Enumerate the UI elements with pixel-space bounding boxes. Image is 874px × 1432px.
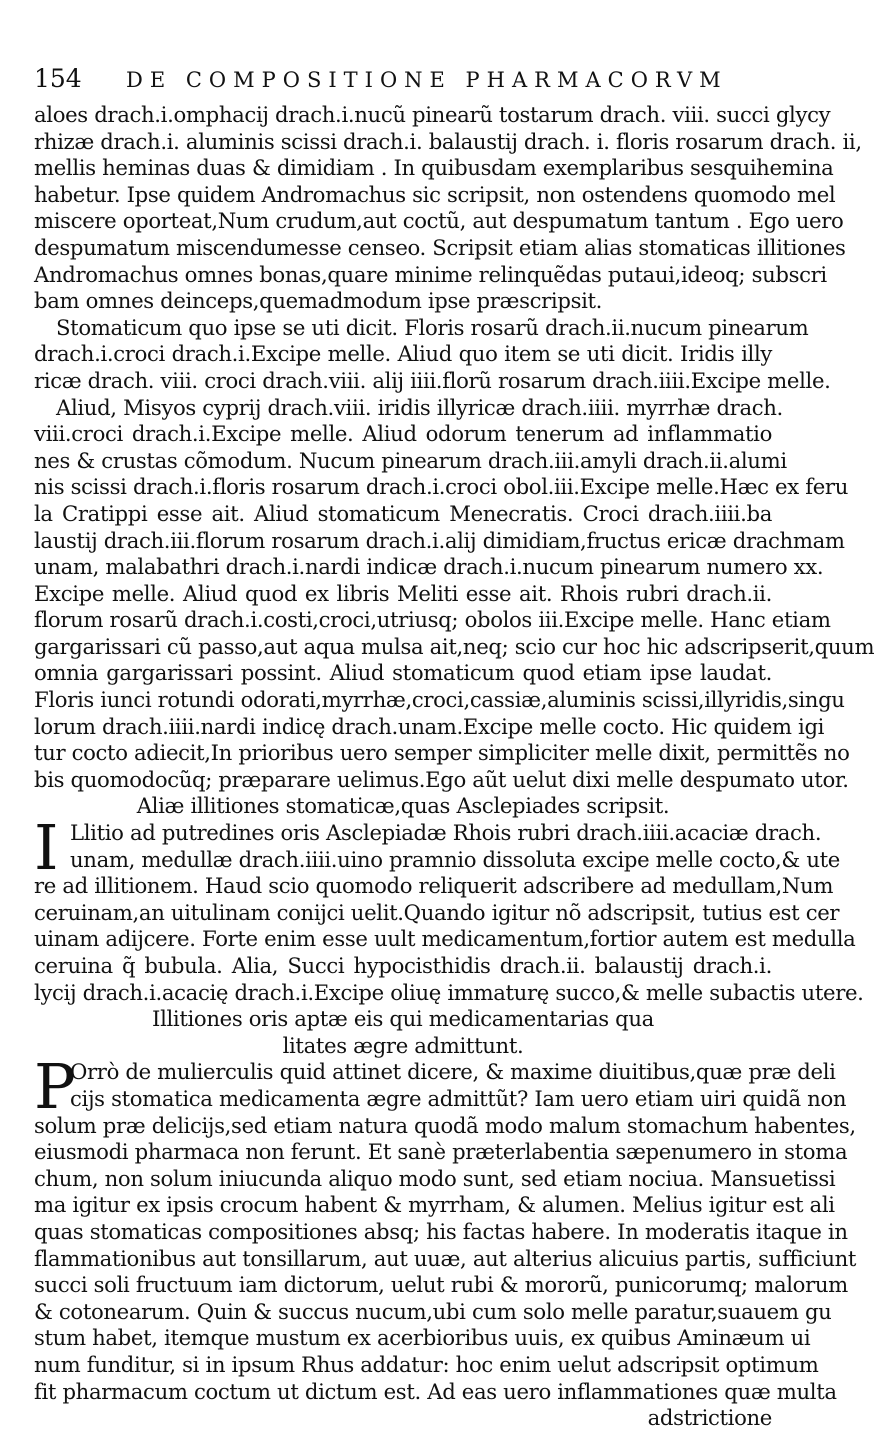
- text-line: nis scissi drach.i.floris rosarum drach.i.croci obol.iii.Excipe melle.Hæc ex feru: [34, 474, 848, 500]
- text-line: num funditur, si in ipsum Rhus addatur: hoc enim uelut adscripsit optimum: [34, 1351, 819, 1377]
- text-line: miscere oporteat,Num crudum,aut coctũ, aut despumatum tantum . Ego uero: [34, 208, 844, 234]
- text-line: mellis heminas duas & dimidiam . In quibusdam exemplaribus sesquihemina: [34, 155, 834, 181]
- text-line: & cotonearum. Quin & succus nucum,ubi cum solo melle paratur,suauem gu: [34, 1298, 832, 1324]
- text-line: solum præ delicijs,sed etiam natura quodã modo malum stomachum habentes,: [34, 1112, 856, 1138]
- text-line: Floris iunci rotundi odorati,myrrhæ,croci,cassiæ,aluminis scissi,illyridis,singu: [34, 687, 845, 713]
- text-line: lorum drach.iiii.nardi indicę drach.unam.Excipe melle cocto. Hic quidem igi: [34, 713, 825, 739]
- text-line: Aliud, Misyos cyprij drach.viii. iridis illyricæ drach.iiii. myrrhæ drach.: [56, 394, 783, 420]
- text-line: drach.i.croci drach.i.Excipe melle. Aliud quo item se uti dicit. Iridis illy: [34, 341, 772, 367]
- text-line: quas stomaticas compositiones absq; his factas habere. In moderatis itaque in: [34, 1218, 848, 1244]
- text-line: ma igitur ex ipsis crocum habent & myrrham, & alumen. Melius igitur est ali: [34, 1192, 835, 1218]
- text-line: fit pharmacum coctum ut dictum est. Ad eas uero inflammationes quæ multa: [34, 1378, 837, 1404]
- text-line: despumatum miscendumesse censeo. Scripsit etiam alias stomaticas illitiones: [34, 234, 846, 260]
- running-title: DE COMPOSITIONE PHARMACORVM: [126, 68, 728, 92]
- catchword: adstrictione: [647, 1405, 772, 1431]
- text-line: omnia gargarissari possint. Aliud stomaticum quod etiam ipse laudat.: [34, 660, 772, 686]
- text-line: Andromachus omnes bonas,quare minime relinquẽdas putaui,ideoq; subscri: [34, 261, 827, 287]
- paragraph-illitio: [34, 811, 864, 1006]
- text-line: re ad illitionem. Haud scio quomodo reliquerit adscribere ad medullam,Num: [34, 873, 834, 899]
- text-line: eiusmodi pharmaca non ferunt. Et sanè præterlabentia sæpenumero in stoma: [34, 1139, 848, 1165]
- text-line: ricæ drach. viii. croci drach.viii. alij iiii.florũ rosarum drach.iiii.Excipe melle.: [34, 367, 831, 393]
- text-line: chum, non solum iniucunda aliquo modo sunt, sed etiam nociua. Mansuetissi: [34, 1165, 836, 1191]
- text-line: stum habet, itemque mustum ex acerbioribus uuis, ex quibus Aminæum ui: [34, 1325, 811, 1351]
- text-line: rhizæ drach.i. aluminis scissi drach.i. balaustij drach. i. floris rosarum drach. ii,: [34, 128, 862, 154]
- text-line: florum rosarũ drach.i.costi,croci,utriusq; obolos iii.Excipe melle. Hanc etiam: [34, 607, 831, 633]
- text-line: la Cratippi esse ait. Aliud stomaticum Menecratis. Croci drach.iiii.ba: [34, 500, 772, 526]
- page-body: [34, 102, 874, 1432]
- text-line: gargarissari cũ passo,aut aqua mulsa ait,neq; scio cur hoc hic adscripserit,quum: [34, 633, 874, 659]
- section-heading-asclepiades: Aliæ illitiones stomaticæ,quas Asclepiades scripsit.: [136, 793, 670, 819]
- section-heading-oris: [34, 1006, 772, 1059]
- heading-line: litates ægre admittunt.: [282, 1032, 524, 1058]
- page-number: 154: [34, 64, 82, 93]
- paragraph-porro: [34, 1050, 857, 1405]
- text-line: bam omnes deinceps,quemadmodum ipse præscripsit.: [34, 288, 603, 314]
- page-header: [34, 62, 772, 102]
- text-line: lycij drach.i.acacię drach.i.Excipe oliuę immaturę succo,& melle subactis utere.: [34, 979, 864, 1005]
- paragraph-stomatica-recipes: [34, 314, 874, 794]
- text-line: laustij drach.iii.florum rosarum drach.i.alij dimidiam,fructus ericæ drachmam: [34, 527, 845, 553]
- text-line: succi soli fructuum iam dictorum, uelut rubi & mororũ, punicorumq; malorum: [34, 1272, 848, 1298]
- text-line: uinam adijcere. Forte enim esse uult medicamentum,fortior autem est medulla: [34, 926, 856, 952]
- text-line: unam, malabathri drach.i.nardi indicæ drach.i.nucum pinearum numero xx.: [34, 554, 824, 580]
- text-line: ceruina q̃ bubula. Alia, Succi hypocisthidis drach.ii. balaustij drach.i.: [34, 953, 772, 978]
- text-line: aloes drach.i.omphacij drach.i.nucũ pinearũ tostarum drach. viii. succi glycy: [34, 102, 831, 127]
- text-line: habetur. Ipse quidem Andromachus sic scripsit, non ostendens quomodo mel: [34, 181, 836, 207]
- text-line: Llitio ad putredines oris Asclepiadæ Rhois rubri drach.iiii.acaciæ drach.: [70, 820, 822, 846]
- text-line: Orrò de mulierculis quid attinet dicere, & maxime diuitibus,quæ præ deli: [70, 1059, 836, 1085]
- text-line: bis quomodocũq; præparare uelimus.Ego aũt uelut dixi melle despumato utor.: [34, 766, 849, 792]
- text-line: viii.croci drach.i.Excipe melle. Aliud odorum tenerum ad inflammatio: [34, 421, 772, 447]
- paragraph-andromachus: [34, 102, 862, 315]
- text-line: tur cocto adiecit,In prioribus uero semper simpliciter melle dixit, permittẽs no: [34, 740, 850, 766]
- drop-cap: P: [34, 1050, 76, 1124]
- text-line: Excipe melle. Aliud quod ex libris Meliti esse ait. Rhois rubri drach.ii.: [34, 580, 772, 606]
- text-line: Stomaticum quo ipse se uti dicit. Floris rosarũ drach.ii.nucum pinearum: [56, 314, 809, 340]
- text-line: unam, medullæ drach.iiii.uino pramnio dissoluta excipe melle cocto,& ute: [70, 846, 840, 872]
- heading-line: Illitiones oris aptæ eis qui medicamentarias qua: [152, 1006, 654, 1032]
- text-line: cijs stomatica medicamenta ægre admittũt? Iam uero etiam uiri quidã non: [70, 1085, 847, 1111]
- text-line: nes & crustas cõmodum. Nucum pinearum drach.iii.amyli drach.ii.alumi: [34, 447, 787, 473]
- drop-cap: I: [34, 811, 59, 885]
- text-line: ceruinam,an uitulinam conijci uelit.Quando igitur nõ adscripsit, tutius est cer: [34, 899, 840, 925]
- text-line: flammationibus aut tonsillarum, aut uuæ, aut alterius alicuius partis, sufficiunt: [34, 1245, 857, 1271]
